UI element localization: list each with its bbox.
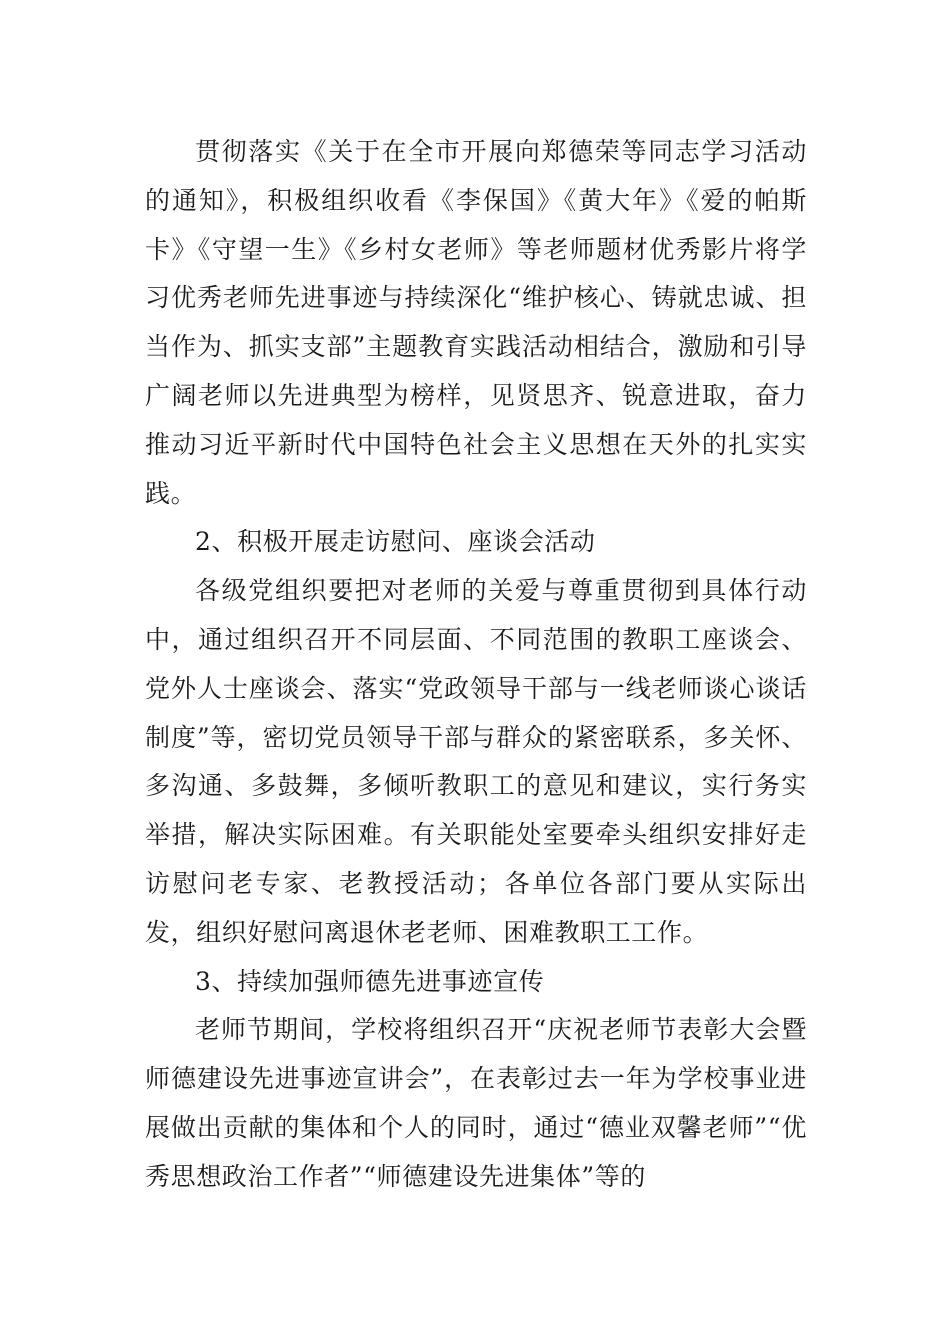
paragraph-visits-forums: 各级党组织要把对老师的关爱与尊重贯彻到具体行动中，通过组织召开不同层面、不同范围的教职工座谈会、党外人士座谈会、落实“党政领导干部与一线老师谈心谈话制度”等，密切党员领导干部与群众的紧密联系，多关怀、多沟通、多鼓舞，多倾听教职工的意见和建议，实行务实举措，解决实际困难。有关职能处室要牵头组织安排好走访慰问老专家、老教授活动；各单位各部门要从实际出发，组织好慰问离退休老老师、困难教职工工作。: [145, 576, 807, 947]
document-body: [145, 128, 807, 1202]
paragraph-study-activities: 贯彻落实《关于在全市开展向郑德荣等同志学习活动的通知》，积极组织收看《李保国》《黄大年》《爱的帕斯卡》《守望一生》《乡村女老师》等老师题材优秀影片将学习优秀老师先进事迹与持续深化“维护核心、铸就忠诚、担当作为、抓实支部”主题教育实践活动相结合，激励和引导广阔老师以先进典型为榜样，见贤思齐、锐意进取，奋力推动习近平新时代中国特色社会主义思想在天外的扎实实践。: [145, 137, 807, 508]
section-heading-3: 3、持续加强师德先进事迹宣传: [195, 966, 545, 996]
section-heading-2: 2、积极开展走访慰问、座谈会活动: [195, 527, 596, 557]
paragraph-teacher-day-publicity: 老师节期间，学校将组织召开“庆祝老师节表彰大会暨师德建设先进事迹宣讲会”，在表彰过去一年为学校事业进展做出贡献的集体和个人的同时，通过“德业双馨老师”“优秀思想政治工作者”“师德建设先进集体”等的: [145, 1015, 807, 1191]
